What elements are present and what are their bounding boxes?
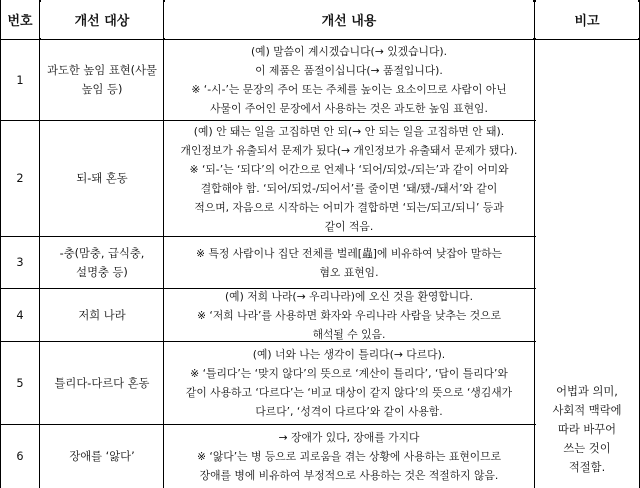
- row-3-target: -충(맘충, 급식충, 설명충 등): [59, 246, 145, 279]
- row-6-target: 장애를 ‘앓다’: [69, 449, 135, 463]
- header-target: 개선 대상: [41, 0, 163, 39]
- row-2-target: 되-돼 혼동: [76, 172, 128, 185]
- row-6-content: → 장애가 있다, 장애를 가지다 ※ ‘앓다’는 병 등으로 괴로움을 겪는 상황에 사용하는 표현이므로 장애를 병에 비유하여 부정적으로 사용하는 것은 적절하지 않음.: [196, 430, 502, 482]
- row-5-content: (예) 너와 나는 생각이 틀리다(→ 다르다). ※ ‘틀리다’는 ‘맞지 않다’의 뜻으로 ‘계산이 틀리다’, ‘답이 틀리다’와 같이 사용하고 ‘다르다’는 ‘비교 대상이 같지 않다’의 뜻으로 ‘생김새가 다르다’, ‘성격이 다르다’와 같이 사용함.: [185, 348, 513, 418]
- row-2-content: (예) 안 돼는 일을 고집하면 안 되(→ 안 되는 일을 고집하면 안 돼). 개인정보가 유출되서 문제가 됬다(→ 개인정보가 유출돼서 문제가 됐다). ※ ‘되-’는 ‘되다’의 어간으로 언제나 ‘되어/되었-/되는’과 같이 어미와 결합해야 함. ‘되어/되었-/되어서’를 줄이면 ‘돼/됐-/돼서’와 같이 적으며, 자음으로 시작하는 어미가 결합하면 ‘되는/되고/되니’ 등과 같이 적음.: [180, 124, 518, 233]
- row-1-target: 과도한 높임 표현(사물 높임 등): [47, 64, 157, 96]
- row-3-content: ※ 특정 사람이나 집단 전체를 벌레[蟲]에 비유하여 낮잡아 말하는 혐오 표현임.: [195, 246, 503, 279]
- row-2-number: 2: [16, 172, 24, 185]
- row-3-number: 3: [16, 256, 24, 269]
- row-6-number: 6: [16, 449, 24, 463]
- header-remarks: 비고: [536, 0, 638, 39]
- row-4-number: 4: [16, 308, 24, 322]
- header-number: 번호: [1, 0, 39, 39]
- header-content: 개선 내용: [165, 0, 533, 39]
- row-1-number: 1: [16, 73, 24, 87]
- row-4-content: (예) 저희 나라(→ 우리나라)에 오신 것을 환영합니다. ※ ‘저희 나라’를 사용하면 화자와 우리나라 사람을 낮추는 것으로 해석될 수 있음.: [196, 289, 502, 341]
- row-5-target: 틀리다-다르다 혼동: [54, 376, 150, 390]
- remarks-cell: 어법과 의미, 사회적 맥락에 따라 바꾸어 쓰는 것이 적절함.: [552, 385, 622, 474]
- row-5-number: 5: [16, 376, 24, 390]
- row-4-target: 저희 나라: [78, 308, 126, 322]
- row-1-content: (예) 말씀이 계시겠습니다(→ 있겠습니다). 이 제품은 품절이십니다(→ 품절입니다). ※ ‘-시-’는 문장의 주어 또는 주체를 높이는 요소이므로 사람이 아닌 사물이 주어인 문장에서 사용하는 것은 과도한 높임 표현임.: [191, 45, 507, 115]
